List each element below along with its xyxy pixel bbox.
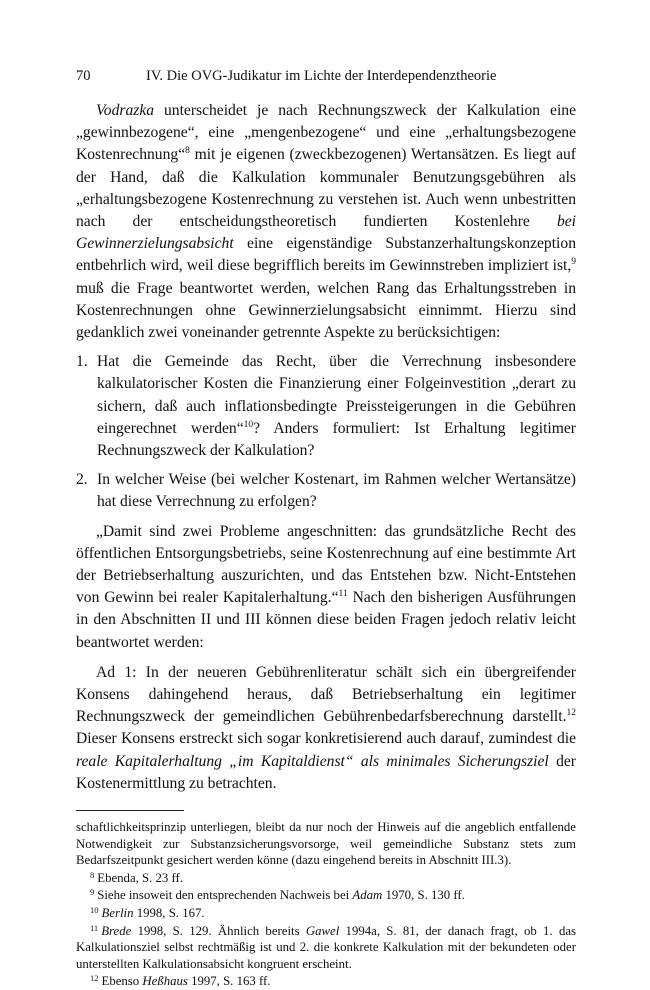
main-text [76,100,576,795]
footnote-12: $^{12}$ Ebenso Heßhaus 1997, S. 163 ff. [90,973,271,989]
running-header [76,66,576,86]
footnote-continued: schaftlichkeitsprinzip unterliegen, bleibt da nur noch der Hinweis auf die angeblich entfallende Notwendigkeit zur Substanzsicherungsvorsorge, weil gemeindliche Substanz stets zum Bedarfszeitpunkt gesichert werden könne (dazu eingehend bereits in Abschnitt III.3). [76,820,576,868]
footnote-10: $^{10}$ Berlin 1998, S. 167. [90,905,205,921]
footnotes [76,819,576,990]
running-title: IV. Die OVG-Judikatur im Lichte der Interdependenztheorie [146,68,497,84]
footnote-ref-10: 10 [243,419,254,430]
list-number: 2. [76,471,88,489]
footnote-ref-12: 12 [566,708,576,719]
emphasis: reale Kapitalerhaltung „im Kapitaldienst“ als minimales Sicherungsziel [76,752,549,770]
footnote-9: $^9$ Siehe insoweit den entsprechenden Nachweis bei Adam 1970, S. 130 ff. [90,887,465,903]
footnote-ref-9: 9 [571,257,576,268]
list-number: 1. [76,353,88,371]
book-page [76,66,576,990]
page-number: 70 [76,68,91,84]
footnote-ref-8: 8 [185,146,190,157]
emphasis: bei Gewinnerzielungsabsicht [76,213,576,253]
list-item: 2. In welcher Weise (bei welcher Kostenart, im Rahmen welcher Wertansätze) hat diese Verrechnung zu erfolgen? [76,471,576,511]
paragraph-2: „Damit sind zwei Probleme angeschnitten: das grundsätzliche Recht des öffentlichen Entsorgungsbetriebs, seine Kostenrechnung auf eine bestimmte Art der Betriebserhaltung auszurichten, und das Entstehen bzw. Nicht-Entstehen von Gewinn bei realer Kapitalerhaltung.“$^{11}$ Nach den bisherigen Ausführungen in den Abschnitten II und III können diese beiden Fragen jedoch relativ leicht beantwortet werden: [76,522,576,651]
paragraph-3: Ad 1: In der neueren Gebührenliteratur schält sich ein übergreifender Konsens dahingehend heraus, daß Betriebserhaltung ein legitimer Rechnungszweck der gemeindlichen Gebührenbedarfsberechnung darstellt.$^{12}$ Dieser Konsens erstreckt sich sogar konkretisierend auch darauf, zumindest die reale Kapitalerhaltung „im Kapitaldienst“ als minimales Sicherungsziel der Kostenermittlung zu betrachten. [76,663,576,792]
footnote-11: $^{11}$ Brede 1998, S. 129. Ähnlich bereits Gawel 1994a, S. 81, der danach fragt, ob 1. das Kalkulationsziel selbst rechtmäßig ist und 2. die konkrete Kalkulation mit der bekundeten oder unterstellten Kalkulationsabsicht kongruent erscheint. [76,922,576,971]
question-list [76,351,576,513]
footnote-8: $^8$ Ebenda, S. 23 ff. [90,869,184,885]
list-item: 1. Hat die Gemeinde das Recht, über die Verrechnung insbesondere kalkulatorischer Kosten die Finanzierung einer Folgeinvestition „derart zu sichern, daß auch inflationsbedingte Preissteigerungen in die Gebühren eingerechnet werden“$^{10}$? Anders formuliert: Ist Erhaltung legitimer Rechnungszweck der Kalkulation? [76,353,576,460]
footnote-ref-11: 11 [338,589,348,600]
paragraph-1: Vodrazka unterscheidet je nach Rechnungszweck der Kalkulation eine „gewinnbezogene“, eine „mengenbezogene“ und eine „erhaltungsbezogene Kostenrechnung“$^8$ mit je eigenen (zweckbezogenen) Wertansätzen. Es liegt auf der Hand, daß die Kalkulation kommunaler Benutzungsgebühren als „erhaltungsbezogene Kostenrechnung zu verstehen ist. Auch wenn unbestritten nach der entscheidungstheoretisch fundierten Kostenlehre bei Gewinnerzielungsabsicht eine eigenständige Substanzerhaltungskonzeption entbehrlich wird, weil diese begrifflich bereits im Gewinnstreben impliziert ist,$^9$ muß die Frage beantwortet werden, welchen Rang das Erhaltungsstreben in Kostenrechnungen ohne Gewinnerzielungsabsicht einnimmt. Hierzu sind gedanklich zwei voneinander getrennte Aspekte zu berücksichtigen: [76,102,576,342]
footnote-separator [76,810,184,811]
author-name: Vodrazka [96,102,155,119]
